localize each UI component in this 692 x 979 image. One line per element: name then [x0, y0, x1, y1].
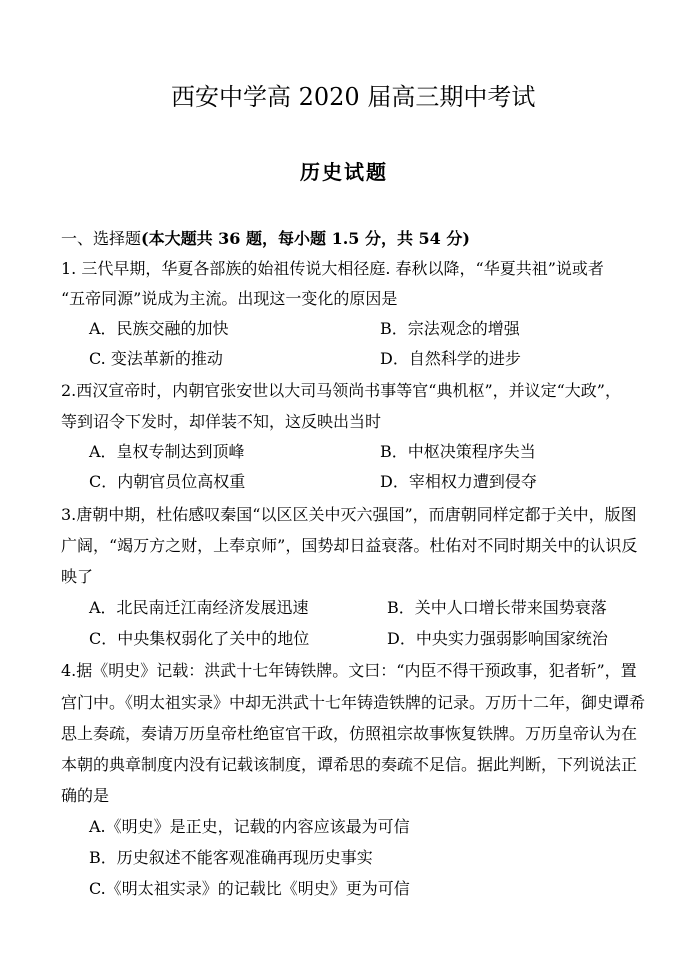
question-4-line-5: 确的是 [61, 786, 110, 805]
question-2-option-c: C．内朝官员位高权重 [89, 472, 246, 491]
question-3-line-1: 3.唐朝中期，杜佑感叹秦国“以区区关中灭六强国”，而唐朝同样定都于关中，版图 [61, 505, 637, 524]
question-2-line-2: 等到诏令下发时，却佯装不知，这反映出当时 [61, 412, 382, 431]
question-3-option-d: D．中央实力强弱影响国家统治 [387, 629, 608, 648]
exam-subtitle: 历史试题 [300, 160, 388, 184]
question-2-option-d: D．宰相权力遭到侵夺 [380, 472, 537, 491]
question-1-option-a: A．民族交融的加快 [89, 319, 229, 338]
question-1-line-1: 1. 三代早期，华夏各部族的始祖传说大相径庭. 春秋以降，“华夏共祖”说或者 [61, 259, 604, 278]
question-3-line-3: 映了 [61, 567, 94, 586]
question-4-line-3: 思上奏疏，奏请万历皇帝杜绝宦官干政，仿照祖宗故事恢复铁牌。万历皇帝认为在 [61, 724, 638, 743]
question-4-option-a: A.《明史》是正史，记载的内容应该最为可信 [89, 817, 410, 836]
question-1-line-2: “五帝同源”说成为主流。出现这一变化的原因是 [61, 289, 398, 308]
question-4-option-c: C.《明太祖实录》的记载比《明史》更为可信 [89, 879, 410, 898]
question-1-option-c: C. 变法革新的推动 [89, 349, 223, 368]
question-1-option-b: B．宗法观念的增强 [380, 319, 520, 338]
question-3-option-b: B．关中人口增长带来国势衰落 [387, 598, 607, 617]
question-3-line-2: 广阔，“竭万方之财，上奉京师”，国势却日益衰落。杜佑对不同时期关中的认识反 [61, 536, 638, 555]
question-3-option-a: A．北民南迁江南经济发展迅速 [89, 598, 309, 617]
question-4-line-2: 宫门中。《明太祖实录》中却无洪武十七年铸造铁牌的记录。万历十二年，御史谭希 [61, 693, 646, 712]
section-heading [61, 228, 470, 250]
question-3-option-c: C．中央集权弱化了关中的地位 [89, 629, 310, 648]
question-2-line-1: 2.西汉宣帝时，内朝官张安世以大司马领尚书事等官“典机枢”，并议定“大政”， [61, 381, 621, 400]
question-1-option-d: D．自然科学的进步 [380, 349, 521, 368]
section-info: (本大题共 36 题，每小题 1.5 分，共 54 分) [141, 229, 470, 248]
question-2-option-a: A．皇权专制达到顶峰 [89, 442, 245, 461]
question-4-line-1: 4.据《明史》记载：洪武十七年铸铁牌。文曰：“内臣不得干预政事，犯者斩”，置 [61, 661, 637, 680]
question-4-line-4: 本朝的典章制度内没有记载该制度，谭希思的奏疏不足信。据此判断，下列说法正 [61, 755, 638, 774]
exam-title: 西安中学高 2020 届高三期中考试 [171, 83, 536, 111]
question-4-option-b: B．历史叙述不能客观准确再现历史事实 [89, 848, 373, 867]
section-label: 一、选择题 [61, 229, 142, 248]
question-2-option-b: B．中枢决策程序失当 [380, 442, 536, 461]
